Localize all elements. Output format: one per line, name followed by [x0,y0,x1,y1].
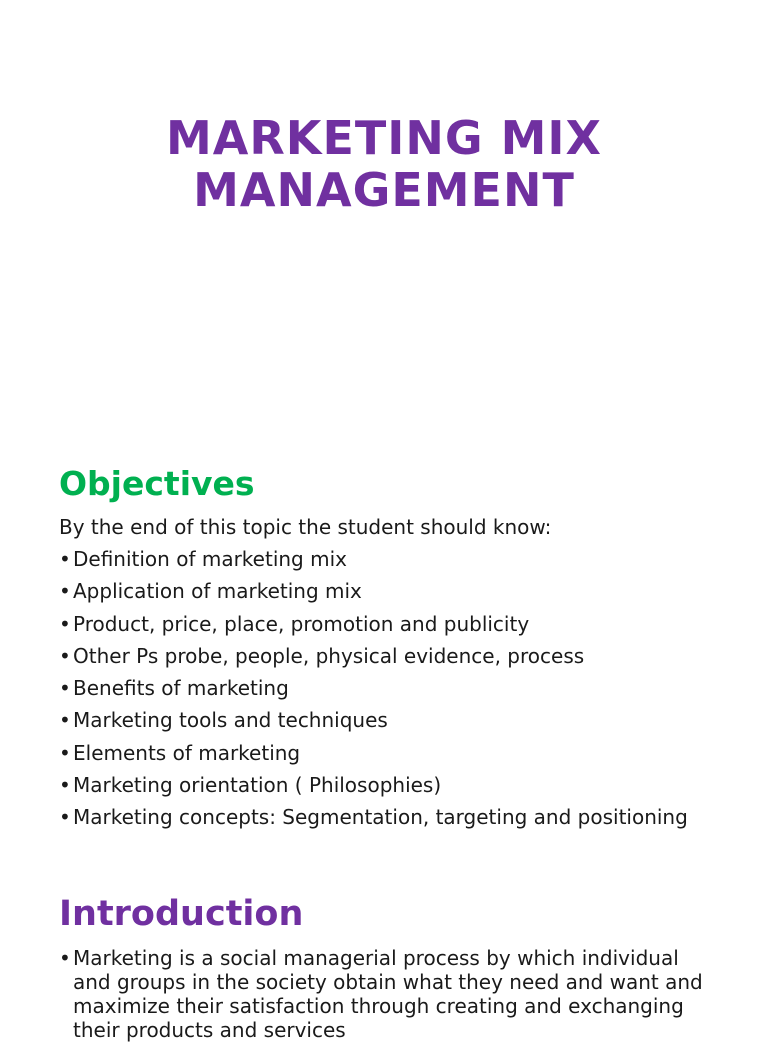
list-item [59,547,719,571]
bullet-icon: • [59,676,71,701]
bullet-icon: • [59,805,71,830]
list-item [59,676,719,700]
list-item [59,579,719,603]
bullet-icon: • [59,643,71,668]
list-item [59,644,719,668]
list-item-text: Benefits of marketing [73,676,289,701]
list-item [59,805,719,829]
introduction-slide [0,860,768,1042]
bullet-icon: • [59,946,71,970]
objectives-slide [0,440,768,860]
list-item-text: Marketing is a social managerial process by which individual and groups in the society obtain what they need and want and maximize their satisfaction through creating and exchanging their products and services [73,946,703,1042]
bullet-icon: • [59,579,71,604]
list-item-text: Application of marketing mix [73,579,362,604]
title-line-1: MARKETING MIX [166,111,602,165]
list-item [59,741,719,765]
objectives-heading: Objectives [59,464,255,503]
introduction-heading: Introduction [59,894,304,934]
list-item [59,708,719,732]
introduction-list [59,946,709,1042]
bullet-icon: • [59,740,71,765]
list-item-text: Other Ps probe, people, physical evidence, process [73,643,585,668]
bullet-icon: • [59,773,71,798]
objectives-list [59,547,719,838]
bullet-icon: • [59,708,71,733]
list-item-text: Elements of marketing [73,740,301,765]
list-item [59,773,719,797]
list-item-text: Product, price, place, promotion and publicity [73,611,530,636]
list-item [59,612,719,636]
list-item-text: Marketing orientation ( Philosophies) [73,773,442,798]
page-title [0,112,768,216]
list-item-text: Definition of marketing mix [73,547,347,571]
title-slide [0,0,768,440]
list-item [59,946,709,1042]
list-item-text: Marketing tools and techniques [73,708,388,733]
title-line-2: MANAGEMENT [193,163,575,217]
bullet-icon: • [59,611,71,636]
list-item-text: Marketing concepts: Segmentation, targeting and positioning [73,805,688,830]
bullet-icon: • [59,547,71,571]
objectives-intro: By the end of this topic the student should know: [59,515,552,539]
